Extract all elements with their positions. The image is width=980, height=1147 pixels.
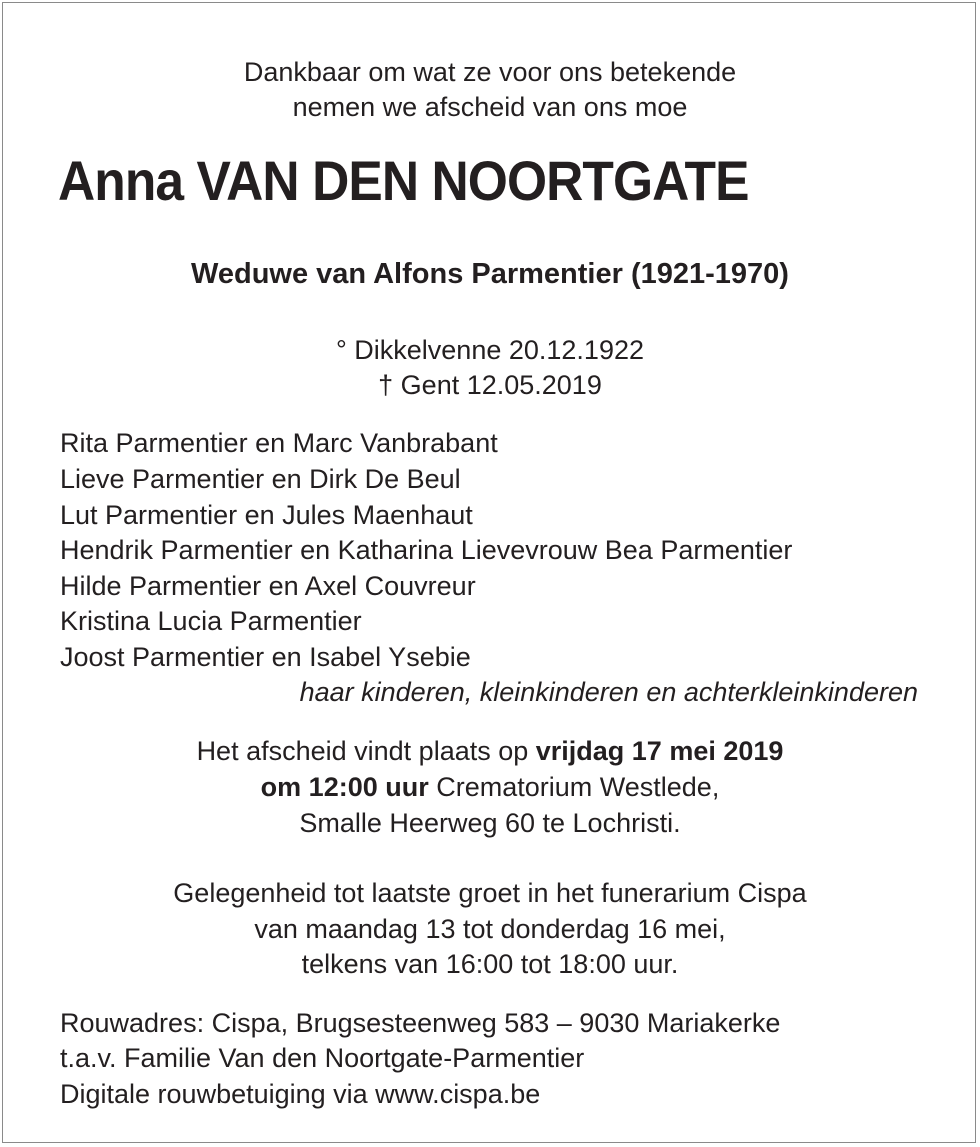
ceremony-time: om 12:00 uur xyxy=(260,772,429,802)
deceased-name: Anna VAN DEN NOORTGATE xyxy=(58,149,749,212)
contact-digital: Digitale rouwbetuiging via www.cispa.be xyxy=(60,1079,541,1109)
family-caption: haar kinderen, kleinkinderen en achterkleinkinderen xyxy=(299,677,918,707)
visitation-line-1: Gelegenheid tot laatste groet in het funerarium Cispa xyxy=(173,878,807,908)
intro-line-1: Dankbaar om wat ze voor ons betekende xyxy=(243,57,737,87)
ceremony-intro: Het afscheid vindt plaats op xyxy=(196,736,536,766)
family-member: Hilde Parmentier en Axel Couvreur xyxy=(60,571,476,601)
family-member: Hendrik Parmentier en Katharina Lievevrouw Bea Parmentier xyxy=(60,535,793,565)
family-member: Rita Parmentier en Marc Vanbrabant xyxy=(60,428,498,458)
ceremony-date: vrijdag 17 mei 2019 xyxy=(535,736,784,766)
ceremony-address: Smalle Heerweg 60 te Lochristi. xyxy=(299,808,681,838)
intro-line-2: nemen we afscheid van ons moe xyxy=(292,92,688,122)
birth-line: ° Dikkelvenne 20.12.1922 xyxy=(335,335,644,365)
ceremony-place: Crematorium Westlede, xyxy=(428,772,720,802)
ceremony-line-2 xyxy=(0,769,980,805)
family-member: Joost Parmentier en Isabel Ysebie xyxy=(60,642,471,672)
spouse-line: Weduwe van Alfons Parmentier (1921-1970) xyxy=(191,258,789,290)
visitation-line-2: van maandag 13 tot donderdag 16 mei, xyxy=(254,914,726,944)
family-member: Lut Parmentier en Jules Maenhaut xyxy=(60,500,473,530)
death-line: † Gent 12.05.2019 xyxy=(378,370,602,400)
contact-attention: t.a.v. Familie Van den Noortgate-Parmentier xyxy=(60,1043,585,1073)
contact-address: Rouwadres: Cispa, Brugsesteenweg 583 – 9030 Mariakerke xyxy=(60,1008,781,1038)
ceremony-line-1 xyxy=(0,733,980,769)
visitation-line-3: telkens van 16:00 tot 18:00 uur. xyxy=(301,949,679,979)
family-member: Kristina Lucia Parmentier xyxy=(60,606,362,636)
family-member: Lieve Parmentier en Dirk De Beul xyxy=(60,464,461,494)
